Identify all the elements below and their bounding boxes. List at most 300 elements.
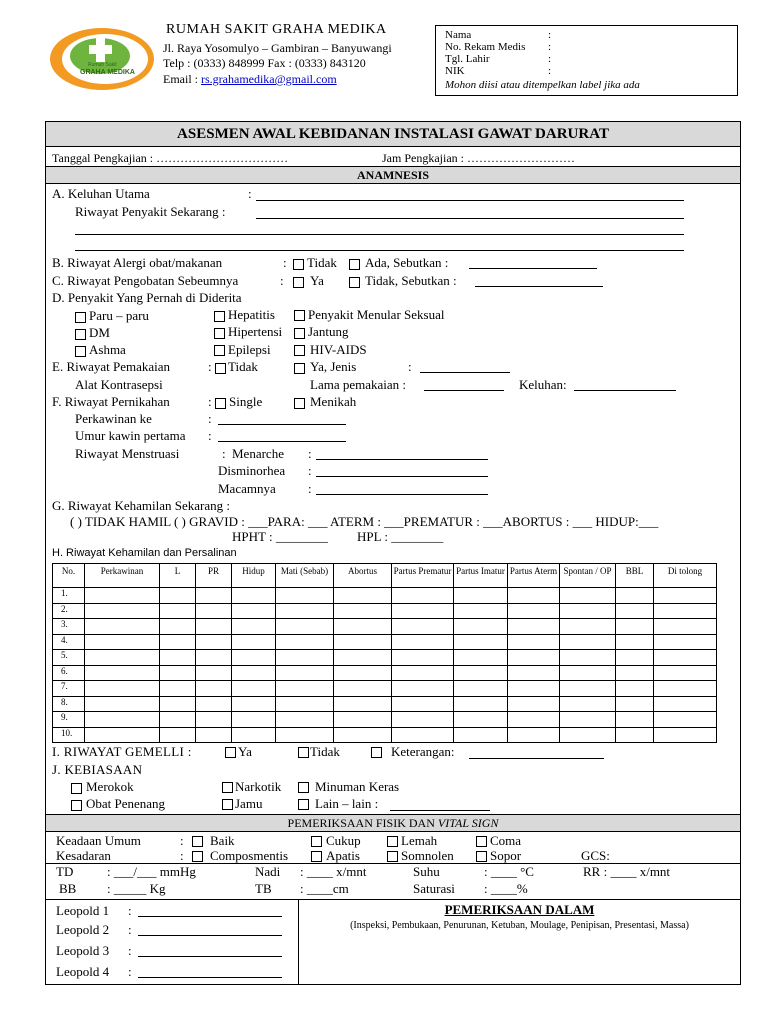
table-cell[interactable] — [276, 650, 334, 666]
table-cell[interactable] — [160, 634, 196, 650]
f-disminorhea-label: Disminorhea — [218, 463, 286, 478]
section-fisik-italic: VITAL SIGN — [437, 816, 499, 830]
hiv-label: HIV-AIDS — [310, 342, 367, 357]
row-number: 10. — [53, 727, 85, 743]
c-pengobatan-label: C. Riwayat Pengobatan Sebeumnya — [52, 273, 239, 288]
col-ditolong: Di tolong — [654, 564, 717, 588]
table-cell[interactable] — [276, 696, 334, 712]
kes-composmentis-label: Composmentis — [210, 848, 289, 863]
table-cell[interactable] — [508, 712, 560, 728]
d-penyakit-label: D. Penyakit Yang Pernah di Diderita — [52, 290, 242, 305]
jamu-label: Jamu — [235, 796, 263, 811]
table-cell[interactable] — [560, 619, 616, 635]
table-cell[interactable] — [616, 619, 654, 635]
pemeriksaan-dalam-field[interactable] — [305, 936, 733, 981]
row-number: 3. — [53, 619, 85, 635]
ku-lemah-checkbox[interactable] — [387, 836, 398, 847]
suhu-label: Suhu — [413, 864, 440, 879]
col-partus-aterm: Partus Aterm — [508, 564, 560, 588]
col-partus-imatur: Partus Imatur — [454, 564, 508, 588]
table-cell[interactable] — [232, 665, 276, 681]
pengobatan-ya-checkbox[interactable] — [293, 277, 304, 288]
single-label: Single — [229, 394, 263, 409]
leopold-1-field[interactable] — [138, 916, 282, 917]
table-cell[interactable] — [654, 665, 717, 681]
ku-lemah-label: Lemah — [401, 833, 438, 848]
a-riwayat-label: Riwayat Penyakit Sekarang : — [75, 204, 226, 219]
hiv-checkbox[interactable] — [294, 345, 305, 356]
macamnya-field[interactable] — [316, 494, 488, 495]
table-cell[interactable] — [85, 712, 160, 728]
suhu-field[interactable]: : ____ °C — [484, 864, 534, 879]
table-cell[interactable] — [616, 634, 654, 650]
kes-apatis-checkbox[interactable] — [311, 851, 322, 862]
h-riwayat-label: H. Riwayat Kehamilan dan Persalinan — [52, 547, 237, 559]
table-cell[interactable] — [334, 727, 392, 743]
keluhan-utama-field[interactable] — [256, 200, 684, 201]
table-cell[interactable] — [85, 619, 160, 635]
table-cell[interactable] — [232, 681, 276, 697]
table-cell[interactable] — [232, 650, 276, 666]
perkawinan-ke-field[interactable] — [218, 424, 346, 425]
obat-penenang-checkbox[interactable] — [71, 800, 82, 811]
e-alat-label: Alat Kontrasepsi — [75, 377, 163, 392]
table-cell[interactable] — [560, 681, 616, 697]
table-cell[interactable] — [654, 681, 717, 697]
gemelli-tidak-label: Tidak — [310, 744, 340, 759]
ku-coma-checkbox[interactable] — [476, 836, 487, 847]
table-cell[interactable] — [276, 681, 334, 697]
pengobatan-sebutkan-field[interactable] — [475, 286, 603, 287]
table-cell[interactable] — [560, 665, 616, 681]
leopold-2-label: Leopold 2 — [56, 922, 110, 937]
table-row — [53, 650, 717, 666]
table-cell[interactable] — [654, 650, 717, 666]
pms-checkbox[interactable] — [294, 310, 305, 321]
table-cell[interactable] — [334, 634, 392, 650]
table-header-row — [53, 564, 717, 588]
table-cell[interactable] — [616, 588, 654, 604]
table-cell[interactable] — [560, 634, 616, 650]
colon: : — [548, 53, 552, 65]
riwayat-sekarang-field-1[interactable] — [256, 218, 684, 219]
table-cell[interactable] — [508, 650, 560, 666]
i-gemelli-label: I. RIWAYAT GEMELLI : — [52, 744, 192, 759]
table-cell[interactable] — [560, 603, 616, 619]
merokok-checkbox[interactable] — [71, 783, 82, 794]
merokok-label: Merokok — [86, 779, 134, 794]
table-cell[interactable] — [334, 619, 392, 635]
kontrasepsi-keluhan-field[interactable] — [574, 390, 676, 391]
table-cell[interactable] — [508, 603, 560, 619]
a-keluhan-label: A. Keluhan Utama — [52, 186, 150, 201]
table-cell[interactable] — [392, 634, 454, 650]
table-cell[interactable] — [276, 603, 334, 619]
table-cell[interactable] — [196, 727, 232, 743]
table-cell[interactable] — [85, 650, 160, 666]
logo-small-text: Rumah Sakit — [88, 62, 117, 68]
table-cell[interactable] — [160, 696, 196, 712]
table-cell[interactable] — [196, 696, 232, 712]
table-cell[interactable] — [392, 681, 454, 697]
table-cell[interactable] — [654, 712, 717, 728]
ku-baik-checkbox[interactable] — [192, 836, 203, 847]
col-mati: Mati (Sebab) — [276, 564, 334, 588]
kontrasepsi-ya-label: Ya, Jenis — [310, 359, 357, 374]
table-cell[interactable] — [392, 603, 454, 619]
table-cell[interactable] — [616, 712, 654, 728]
rr-field[interactable]: RR : ____ x/mnt — [583, 864, 671, 879]
table-cell[interactable] — [334, 681, 392, 697]
table-cell[interactable] — [508, 619, 560, 635]
table-cell[interactable] — [160, 603, 196, 619]
table-cell[interactable] — [560, 727, 616, 743]
table-cell[interactable] — [392, 696, 454, 712]
table-cell[interactable] — [654, 727, 717, 743]
dm-label: DM — [89, 325, 110, 340]
table-cell[interactable] — [616, 681, 654, 697]
col-spontan: Spontan / OP — [560, 564, 616, 588]
kontrasepsi-tidak-checkbox[interactable] — [215, 363, 226, 374]
g-gravid-line[interactable]: ( ) TIDAK HAMIL ( ) GRAVID : ___PARA: ___ ATERM : ___PREMATUR : ___ABORTUS : ___ HIDUP:___ — [70, 514, 659, 529]
table-cell[interactable] — [196, 712, 232, 728]
g-kehamilan-label: G. Riwayat Kehamilan Sekarang : — [52, 498, 230, 513]
table-row — [53, 634, 717, 650]
alergi-tidak-checkbox[interactable] — [293, 259, 304, 270]
table-row — [53, 712, 717, 728]
col-l: L — [160, 564, 196, 588]
b-colon: : — [283, 255, 287, 270]
table-cell[interactable] — [392, 712, 454, 728]
table-cell[interactable] — [616, 650, 654, 666]
table-cell[interactable] — [392, 619, 454, 635]
lama-pemakaian-field[interactable] — [424, 390, 504, 391]
table-cell[interactable] — [232, 634, 276, 650]
table-cell[interactable] — [654, 603, 717, 619]
nadi-field[interactable]: : ____ x/mnt — [300, 864, 367, 879]
table-row — [53, 588, 717, 604]
epilepsi-checkbox[interactable] — [214, 345, 225, 356]
table-cell[interactable] — [616, 727, 654, 743]
colon: : — [222, 446, 226, 461]
menikah-checkbox[interactable] — [294, 398, 305, 409]
col-perkawinan: Perkawinan — [85, 564, 160, 588]
table-cell[interactable] — [454, 681, 508, 697]
table-cell[interactable] — [196, 634, 232, 650]
ku-label: Keadaan Umum — [56, 833, 141, 848]
table-cell[interactable] — [232, 588, 276, 604]
f-perkawinan-label: Perkawinan ke — [75, 411, 152, 426]
col-pr: PR — [196, 564, 232, 588]
table-cell[interactable] — [85, 696, 160, 712]
table-cell[interactable] — [454, 634, 508, 650]
row-number: 1. — [53, 588, 85, 604]
kes-somnolen-label: Somnolen — [401, 848, 454, 863]
riwayat-sekarang-field-2[interactable] — [75, 234, 684, 235]
tb-field[interactable]: : ____cm — [300, 881, 349, 896]
table-cell[interactable] — [560, 696, 616, 712]
menarche-field[interactable] — [316, 459, 488, 460]
table-cell[interactable] — [85, 588, 160, 604]
row-number: 6. — [53, 665, 85, 681]
table-cell[interactable] — [508, 588, 560, 604]
colon: : — [308, 481, 312, 496]
patient-field-rm: No. Rekam Medis — [445, 41, 526, 53]
table-cell[interactable] — [392, 727, 454, 743]
ashma-label: Ashma — [89, 342, 126, 357]
ashma-checkbox[interactable] — [75, 346, 86, 357]
table-cell[interactable] — [392, 650, 454, 666]
alergi-ada-label: Ada, Sebutkan : — [365, 255, 449, 270]
pemeriksaan-dalam-title: PEMERIKSAAN DALAM — [444, 902, 595, 917]
ku-colon: : — [180, 833, 184, 848]
table-cell[interactable] — [276, 619, 334, 635]
e-pemakaian-label: E. Riwayat Pemakaian — [52, 359, 171, 374]
tb-label: TB — [255, 881, 272, 896]
table-cell[interactable] — [454, 696, 508, 712]
table-cell[interactable] — [654, 588, 717, 604]
kes-label: Kesadaran — [56, 848, 111, 863]
dm-checkbox[interactable] — [75, 329, 86, 340]
table-cell[interactable] — [616, 665, 654, 681]
disminorhea-field[interactable] — [316, 476, 488, 477]
table-cell[interactable] — [508, 665, 560, 681]
patient-colons — [548, 29, 551, 77]
f-pernikahan-label: F. Riwayat Pernikahan — [52, 394, 170, 409]
table-cell[interactable] — [160, 588, 196, 604]
table-cell[interactable] — [454, 727, 508, 743]
lain-lain-label: Lain – lain : — [315, 796, 379, 811]
a-colon: : — [248, 186, 252, 201]
row-number: 5. — [53, 650, 85, 666]
table-cell[interactable] — [454, 712, 508, 728]
table-cell[interactable] — [454, 650, 508, 666]
table-cell[interactable] — [196, 681, 232, 697]
kes-sopor-checkbox[interactable] — [476, 851, 487, 862]
table-cell[interactable] — [276, 727, 334, 743]
kes-composmentis-checkbox[interactable] — [192, 851, 203, 862]
table-cell[interactable] — [334, 650, 392, 666]
jamu-checkbox[interactable] — [222, 799, 233, 810]
nadi-label: Nadi — [255, 864, 281, 879]
colon: : — [128, 943, 132, 958]
td-field[interactable]: : ___/___ mmHg — [107, 864, 196, 879]
f-menstruasi-label: Riwayat Menstruasi — [75, 446, 180, 461]
table-cell[interactable] — [454, 619, 508, 635]
ku-cukup-label: Cukup — [326, 833, 361, 848]
table-cell[interactable] — [392, 588, 454, 604]
table-cell[interactable] — [276, 712, 334, 728]
table-cell[interactable] — [276, 665, 334, 681]
table-cell[interactable] — [232, 712, 276, 728]
kontrasepsi-jenis-field[interactable] — [420, 372, 510, 373]
pengobatan-tidak-checkbox[interactable] — [349, 277, 360, 288]
narkotik-label: Narkotik — [235, 779, 282, 794]
table-cell[interactable] — [196, 665, 232, 681]
g-hpl[interactable]: HPL : ________ — [357, 529, 444, 544]
alergi-sebutkan-field[interactable] — [469, 268, 597, 269]
patient-field-nama: Nama — [445, 29, 472, 41]
table-row — [53, 619, 717, 635]
table-cell[interactable] — [196, 588, 232, 604]
col-partus-prematur: Partus Prematur — [392, 564, 454, 588]
table-cell[interactable] — [616, 696, 654, 712]
table-cell[interactable] — [160, 650, 196, 666]
kontrasepsi-ya-checkbox[interactable] — [294, 363, 305, 374]
gemelli-keterangan-field[interactable] — [469, 758, 604, 759]
obat-penenang-label: Obat Penenang — [86, 796, 166, 811]
email-label: Email : — [163, 72, 201, 86]
leopold-2-field[interactable] — [138, 935, 282, 936]
table-cell[interactable] — [508, 727, 560, 743]
e-lama-label: Lama pemakaian : — [310, 377, 407, 392]
table-cell[interactable] — [85, 634, 160, 650]
col-no: No. — [53, 564, 85, 588]
jantung-checkbox[interactable] — [294, 328, 305, 339]
table-cell[interactable] — [334, 603, 392, 619]
narkotik-checkbox[interactable] — [222, 782, 233, 793]
riwayat-sekarang-field-3[interactable] — [75, 250, 684, 251]
pengobatan-ya-label: Ya — [310, 273, 324, 288]
alergi-ada-checkbox[interactable] — [349, 259, 360, 270]
colon: : — [128, 922, 132, 937]
table-cell[interactable] — [160, 727, 196, 743]
ku-cukup-checkbox[interactable] — [311, 836, 322, 847]
table-cell[interactable] — [160, 619, 196, 635]
table-cell[interactable] — [276, 588, 334, 604]
row-number: 9. — [53, 712, 85, 728]
leopold-4-field[interactable] — [138, 977, 282, 978]
hepatitis-checkbox[interactable] — [214, 311, 225, 322]
table-row — [53, 681, 717, 697]
email-link[interactable]: rs.grahamedika@gmail.com — [201, 72, 337, 86]
gcs-label[interactable]: GCS: — [581, 848, 610, 863]
bb-label: BB — [59, 881, 77, 896]
f-colon: : — [208, 394, 212, 409]
row-number: 8. — [53, 696, 85, 712]
table-cell[interactable] — [232, 727, 276, 743]
hipertensi-label: Hipertensi — [228, 324, 283, 339]
g-hpht[interactable]: HPHT : ________ — [232, 529, 328, 544]
table-cell[interactable] — [454, 588, 508, 604]
gemelli-tidak-checkbox[interactable] — [298, 747, 309, 758]
table-cell[interactable] — [160, 712, 196, 728]
table-cell[interactable] — [232, 619, 276, 635]
patient-box-note: Mohon diisi atau ditempelkan label jika ada — [445, 79, 640, 91]
gemelli-keterangan-label: Keterangan: — [391, 744, 455, 759]
table-cell[interactable] — [508, 634, 560, 650]
table-cell[interactable] — [85, 603, 160, 619]
table-cell[interactable] — [232, 603, 276, 619]
kes-somnolen-checkbox[interactable] — [387, 851, 398, 862]
table-cell[interactable] — [392, 665, 454, 681]
paru-checkbox[interactable] — [75, 312, 86, 323]
j-kebiasaan-label: J. KEBIASAAN — [52, 762, 143, 777]
gemelli-keterangan-checkbox[interactable] — [371, 747, 382, 758]
gemelli-ya-checkbox[interactable] — [225, 747, 236, 758]
ku-baik-label: Baik — [210, 833, 235, 848]
patient-fields — [445, 29, 525, 77]
divider — [46, 899, 740, 900]
table-cell[interactable] — [196, 650, 232, 666]
table-cell[interactable] — [196, 603, 232, 619]
patient-field-lahir: Tgl. Lahir — [445, 53, 490, 65]
saturasi-label: Saturasi — [413, 881, 455, 896]
hipertensi-checkbox[interactable] — [214, 328, 225, 339]
table-cell[interactable] — [654, 619, 717, 635]
table-cell[interactable] — [334, 696, 392, 712]
kes-colon: : — [180, 848, 184, 863]
c-colon: : — [280, 273, 284, 288]
colon: : — [548, 41, 552, 53]
e-ya-colon: : — [408, 359, 412, 374]
table-cell[interactable] — [560, 712, 616, 728]
table-cell[interactable] — [616, 603, 654, 619]
table-cell[interactable] — [276, 634, 334, 650]
table-cell[interactable] — [508, 681, 560, 697]
table-cell[interactable] — [160, 681, 196, 697]
table-cell[interactable] — [334, 665, 392, 681]
lain-lain-field[interactable] — [390, 810, 490, 811]
colon: : — [208, 428, 212, 443]
table-cell[interactable] — [560, 650, 616, 666]
leopold-4-label: Leopold 4 — [56, 964, 110, 979]
single-checkbox[interactable] — [215, 398, 226, 409]
leopold-3-label: Leopold 3 — [56, 943, 110, 958]
table-cell[interactable] — [654, 634, 717, 650]
table-cell[interactable] — [85, 681, 160, 697]
col-bbl: BBL — [616, 564, 654, 588]
saturasi-field[interactable]: : ____% — [484, 881, 528, 896]
section-anamnesis: ANAMNESIS — [46, 166, 740, 184]
e-keluhan-label: Keluhan: — [519, 377, 567, 392]
table-cell[interactable] — [560, 588, 616, 604]
colon: : — [128, 964, 132, 979]
e-colon: : — [208, 359, 212, 374]
table-cell[interactable] — [85, 665, 160, 681]
hospital-name: RUMAH SAKIT GRAHA MEDIKA — [166, 22, 387, 37]
patient-field-nik: NIK — [445, 65, 465, 77]
minuman-keras-checkbox[interactable] — [298, 782, 309, 793]
umur-kawin-field[interactable] — [218, 441, 346, 442]
table-cell[interactable] — [334, 588, 392, 604]
table-cell[interactable] — [508, 696, 560, 712]
logo-text: GRAHA MEDIKA — [80, 69, 135, 76]
tanggal-pengkajian[interactable]: Tanggal Pengkajian : …………………………… — [52, 151, 289, 165]
table-cell[interactable] — [196, 619, 232, 635]
riwayat-kehamilan-table — [52, 563, 717, 743]
pemeriksaan-dalam-subtitle: (Inspeksi, Pembukaan, Penurunan, Ketuban, Moulage, Penipisan, Presentasi, Massa) — [350, 920, 689, 931]
bb-field[interactable]: : _____ Kg — [107, 881, 166, 896]
jam-pengkajian[interactable]: Jam Pengkajian : ……………………… — [382, 151, 575, 165]
f-menarche-label: Menarche — [232, 446, 284, 461]
f-macamnya-label: Macamnya — [218, 481, 276, 496]
colon: : — [208, 411, 212, 426]
table-cell[interactable] — [454, 603, 508, 619]
section-fisik — [46, 814, 740, 832]
table-cell[interactable] — [654, 696, 717, 712]
colon: : — [548, 29, 552, 41]
table-cell[interactable] — [334, 712, 392, 728]
leopold-3-field[interactable] — [138, 956, 282, 957]
table-cell[interactable] — [454, 665, 508, 681]
table-cell[interactable] — [85, 727, 160, 743]
lain-lain-checkbox[interactable] — [298, 799, 309, 810]
table-cell[interactable] — [160, 665, 196, 681]
table-row — [53, 665, 717, 681]
kes-apatis-label: Apatis — [326, 848, 360, 863]
table-cell[interactable] — [232, 696, 276, 712]
